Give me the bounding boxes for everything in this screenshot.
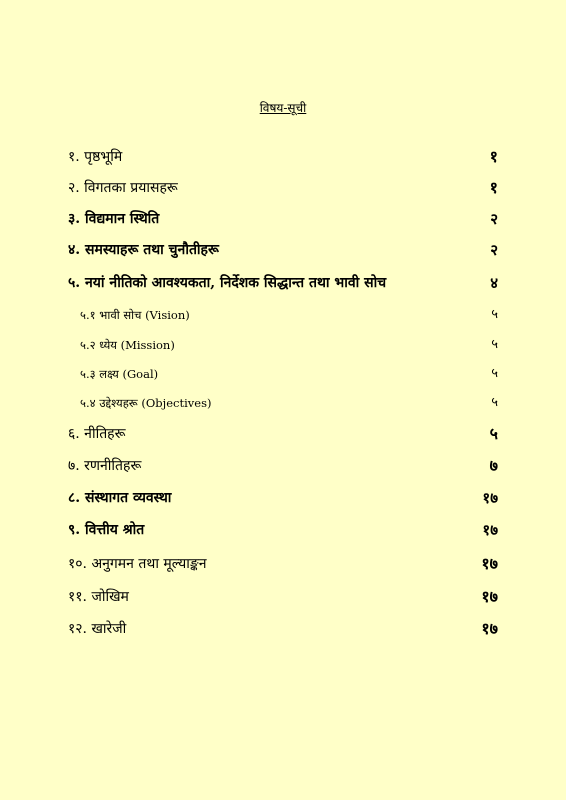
toc-item-page: १७ xyxy=(481,619,498,638)
toc-item-page: ५ xyxy=(489,424,498,443)
toc-item-repeal[interactable] xyxy=(68,618,498,640)
toc-item-label: १. पृष्ठभूमि xyxy=(68,149,123,165)
toc-item-label: ५.३ लक्ष्य (Goal) xyxy=(80,367,159,381)
toc-item-page: ५ xyxy=(491,307,498,322)
toc-item-label: ८. संस्थागत व्यवस्था xyxy=(68,490,172,506)
toc-item-page: १७ xyxy=(482,521,498,539)
toc-item-label: ६. नीतिहरू xyxy=(68,426,126,442)
toc-item-label: ५. नयां नीतिको आवश्यकता, निर्देशक सिद्धान्त तथा भावी सोच xyxy=(68,275,387,291)
toc-item-page: १७ xyxy=(482,489,498,507)
toc-item-page: ५ xyxy=(491,337,498,352)
toc-item-label: ५.१ भावी सोच (Vision) xyxy=(80,308,190,322)
toc-item-monitoring-evaluation[interactable] xyxy=(68,553,498,575)
toc-item-page: १ xyxy=(489,178,498,197)
toc-title xyxy=(0,100,566,116)
toc-item-page: ७ xyxy=(489,456,498,475)
toc-item-policies[interactable] xyxy=(68,423,498,445)
toc-item-label: १०. अनुगमन तथा मूल्याङ्कन xyxy=(68,556,207,572)
toc-item-label: ७. रणनीतिहरू xyxy=(68,458,142,474)
toc-item-label: ५.४ उद्देश्यहरू (Objectives) xyxy=(80,396,212,410)
toc-item-page: २ xyxy=(490,241,498,259)
toc-item-background[interactable] xyxy=(68,146,498,168)
toc-title-text: विषय-सूची xyxy=(259,101,307,115)
toc-item-institutional-arrangement[interactable] xyxy=(68,487,498,509)
toc-subitem-goal[interactable] xyxy=(80,363,498,385)
toc-item-page: ४ xyxy=(490,274,498,292)
toc-item-page: १७ xyxy=(481,587,498,606)
toc-item-financial-source[interactable] xyxy=(68,519,498,541)
toc-item-label: ४. समस्याहरू तथा चुनौतीहरू xyxy=(68,242,219,258)
toc-item-label: २. विगतका प्रयासहरू xyxy=(68,180,178,196)
toc-item-strategies[interactable] xyxy=(68,455,498,477)
toc-item-page: ५ xyxy=(491,366,498,381)
toc-subitem-mission[interactable] xyxy=(80,334,498,356)
toc-item-label: ५.२ ध्येय (Mission) xyxy=(80,338,175,352)
toc-item-page: ५ xyxy=(491,395,498,410)
toc-item-label: ९. वित्तीय श्रोत xyxy=(68,522,145,538)
toc-item-page: २ xyxy=(490,210,498,228)
toc-item-page: १७ xyxy=(481,554,498,573)
toc-item-past-efforts[interactable] xyxy=(68,177,498,199)
toc-item-problems-challenges[interactable] xyxy=(68,239,498,261)
toc-item-current-status[interactable] xyxy=(68,208,498,230)
toc-subitem-vision[interactable] xyxy=(80,304,498,326)
toc-item-label: ११. जोखिम xyxy=(68,589,129,605)
toc-subitem-objectives[interactable] xyxy=(80,392,498,414)
toc-item-label: १२. खारेजी xyxy=(68,621,127,637)
toc-item-new-policy-need[interactable] xyxy=(68,272,498,294)
toc-item-risk[interactable] xyxy=(68,586,498,608)
toc-item-page: १ xyxy=(489,147,498,166)
toc-item-label: ३. विद्यमान स्थिति xyxy=(68,211,160,227)
